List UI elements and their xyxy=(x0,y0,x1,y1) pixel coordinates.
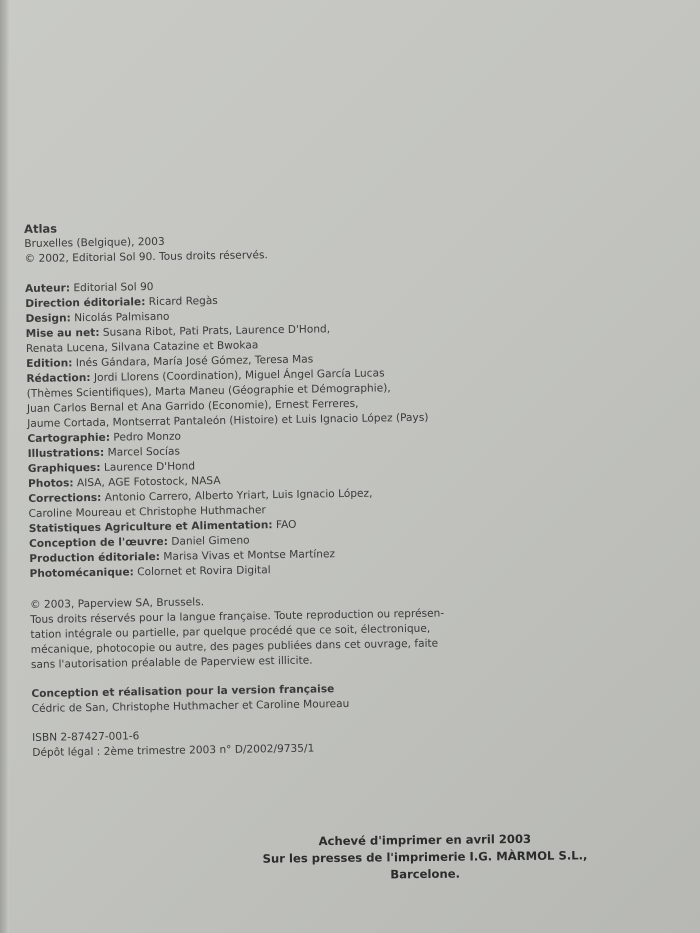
credit-value: Renata Lucena, Silvana Catazine et Bwokaa xyxy=(25,339,259,355)
printing-line: Barcelone. xyxy=(390,866,461,882)
rights-copyright: © 2003, Paperview SA, Brussels. xyxy=(29,596,205,611)
credit-value: Juan Carlos Bernal et Ana Garrido (Economie), Ernest Ferreres, xyxy=(26,397,359,415)
printing-line: Achevé d'imprimer en avril 2003 xyxy=(318,831,532,849)
credits-list xyxy=(25,275,450,582)
credit-label: Cartographie: xyxy=(27,431,111,445)
credit-label: Photomécanique: xyxy=(29,566,134,580)
printing-line: Sur les presses de l'imprimerie I.G. MÀRMOL S.L., xyxy=(262,848,588,866)
credit-value: Jordi Llorens (Coordination), Miguel Ángel García Lucas xyxy=(90,367,385,384)
credit-value: Caroline Moureau et Christophe Huthmacher xyxy=(28,504,266,520)
credit-value: Inés Gándara, María José Gómez, Teresa Mas xyxy=(72,353,314,370)
credit-label: Production éditoriale: xyxy=(29,550,161,565)
credit-value: Pedro Monzo xyxy=(109,430,182,444)
book-title: Atlas xyxy=(24,221,58,236)
credit-value: Susana Ribot, Pati Prats, Laurence D'Hond, xyxy=(99,323,331,339)
credit-label: Illustrations: xyxy=(27,446,105,460)
header-block xyxy=(24,215,445,267)
credit-label: Design: xyxy=(25,312,71,325)
french-version-heading: Conception et réalisation pour la version française xyxy=(31,683,335,700)
location-year: Bruxelles (Belgique), 2003 xyxy=(24,235,165,250)
colophon xyxy=(24,215,452,761)
legal-deposit: Dépôt légal : 2ème trimestre 2003 n° D/2002/9735/1 xyxy=(32,742,315,759)
credit-value: Daniel Gimeno xyxy=(167,534,250,548)
rights-block xyxy=(30,591,451,673)
rights-line: sans l'autorisation préalable de Paperview est illicite. xyxy=(30,654,313,671)
credit-label: Graphiques: xyxy=(27,461,101,475)
credit-label: Edition: xyxy=(26,357,73,370)
printing-info xyxy=(250,830,601,885)
credit-value: FAO xyxy=(272,518,297,532)
credit-value: Colornet et Rovira Digital xyxy=(133,564,271,579)
rights-line: mécanique, photocopie ou autre, des pages publiées dans cet ouvrage, faite xyxy=(30,637,439,656)
credit-label: Rédaction: xyxy=(26,371,91,385)
credit-value: Laurence D'Hond xyxy=(100,460,196,474)
credit-value: Marcel Socías xyxy=(104,445,181,459)
credit-label: Auteur: xyxy=(24,282,71,295)
credit-value: Editorial Sol 90 xyxy=(69,280,154,295)
credit-label: Statistiques Agriculture et Alimentation: xyxy=(28,519,273,535)
credit-value: Ricard Regàs xyxy=(145,294,218,309)
credit-value: Antonio Carrero, Alberto Yriart, Luis Ignacio López, xyxy=(101,487,373,504)
legal-block xyxy=(32,724,452,761)
credit-value: Nicolás Palmisano xyxy=(70,310,170,325)
credit-value: Marisa Vivas et Montse Martínez xyxy=(159,548,336,563)
rights-line: Tous droits réservés pour la langue française. Toute reproduction ou représen- xyxy=(30,607,445,626)
rights-line: tation intégrale ou partielle, par quelque procédé que ce soit, électronique, xyxy=(30,622,431,641)
credit-label: Corrections: xyxy=(28,491,102,505)
original-copyright: © 2002, Editorial Sol 90. Tous droits réservés. xyxy=(24,249,268,265)
credit-value: Jaume Cortada, Montserrat Pantaleón (Histoire) et Luis Ignacio López (Pays) xyxy=(27,411,429,430)
credit-label: Direction éditoriale: xyxy=(25,296,146,310)
credit-label: Mise au net: xyxy=(25,326,100,340)
isbn: ISBN 2-87427-001-6 xyxy=(32,730,140,744)
credit-value: (Thèmes Scientifiques), Marta Maneu (Géographie et Démographie), xyxy=(26,382,391,400)
credit-label: Conception de l'œuvre: xyxy=(28,535,169,550)
page-spine-shadow xyxy=(0,0,9,933)
credit-value: AISA, AGE Fotostock, NASA xyxy=(73,474,221,490)
credit-label: Photos: xyxy=(28,477,74,490)
french-version-names: Cédric de San, Christophe Huthmacher et Caroline Moureau xyxy=(31,697,350,715)
